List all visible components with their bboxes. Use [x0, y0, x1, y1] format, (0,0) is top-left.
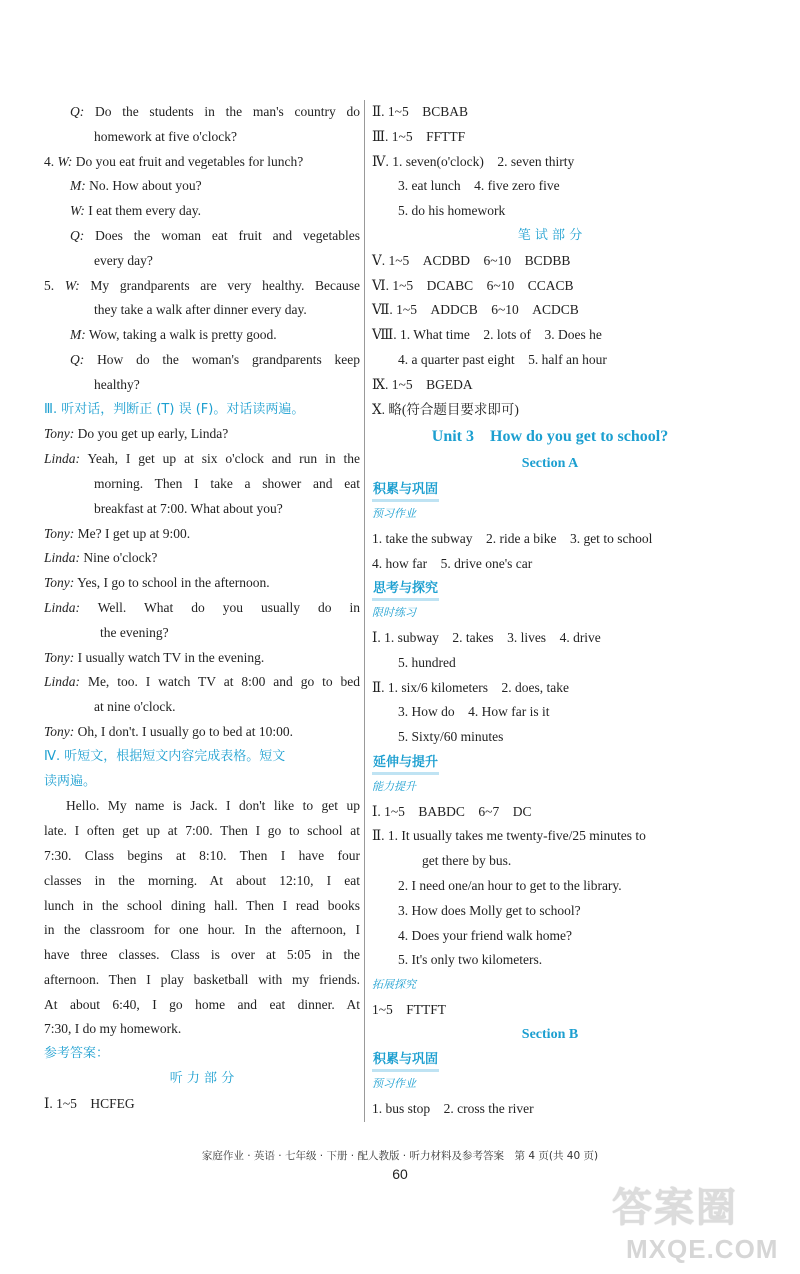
dialogue-7: Tony: I usually watch TV in the evening. — [44, 649, 265, 665]
base-heading-b: 积累与巩固 — [372, 1047, 728, 1072]
section-a-title: Section A — [521, 456, 579, 472]
page-footer: 家庭作业 · 英语 · 七年级 · 下册 · 配人教版 · 听力材料及参考答案 第 4 页(共 40 页) — [201, 1150, 599, 1162]
right-column — [372, 100, 728, 1122]
d4-w2: W: I eat them every day. — [70, 203, 201, 219]
passage-line-8: afternoon. Then I play basketball with my friends. — [44, 971, 360, 987]
t1-line2: 5. hundred — [398, 654, 456, 670]
dialogue-6-cont1: the evening? — [100, 624, 169, 640]
dialogue-4: Linda: Nine o'clock? — [44, 550, 158, 566]
answer-5: Ⅴ. 1~5 ACDBD 6~10 BCDBB — [372, 252, 571, 268]
answer-10: Ⅹ. 略(符合题目要求即可) — [372, 401, 519, 417]
passage-line-10: 7:30, I do my homework. — [44, 1021, 182, 1037]
dialogue-2-cont2: breakfast at 7:00. What about you? — [94, 500, 283, 516]
dialogue-3: Tony: Me? I get up at 9:00. — [44, 525, 191, 541]
dialogue-2-cont1: morning. Then I take a shower and eat — [94, 475, 360, 491]
p1: Ⅰ. 1~5 BABDC 6~7 DC — [372, 803, 532, 819]
watermark-url: MXQE.COM — [626, 1234, 779, 1264]
sb1: 1. bus stop 2. cross the river — [372, 1101, 534, 1117]
expand-heading: 延伸与提升 — [372, 750, 728, 775]
answers-label: 参考答案： — [44, 1046, 110, 1062]
passage-line-7: have three classes. Class is over at 5:05 in the — [44, 947, 360, 963]
sa1-line1: 1. take the subway 2. ride a bike 3. get to school — [372, 530, 653, 546]
t2-line3: 5. Sixty/60 minutes — [398, 729, 504, 745]
answer-6: Ⅵ. 1~5 DCABC 6~10 CCACB — [372, 277, 574, 293]
sa1-line2: 4. how far 5. drive one's car — [372, 555, 533, 571]
e1: 1~5 FTTFT — [372, 1001, 447, 1017]
ability-label: 能力提升 — [372, 779, 416, 793]
answer-3: Ⅲ. 1~5 FFTTF — [372, 128, 466, 144]
section-b-title: Section B — [521, 1026, 579, 1042]
p2-line2: get there by bus. — [422, 853, 512, 869]
answer-8-line2: 4. a quarter past eight 5. half an hour — [398, 351, 607, 367]
part4-heading-line1: Ⅳ. 听短文，根据短文内容完成表格。短文 — [44, 748, 286, 764]
passage-line-5: lunch in the school dining hall. Then I read books — [44, 897, 360, 913]
t1-line1: Ⅰ. 1. subway 2. takes 3. lives 4. drive — [372, 629, 601, 645]
dialogue-5: Tony: Yes, I go to school in the afternoon. — [44, 575, 270, 591]
answer-4-line2: 3. eat lunch 4. five zero five — [398, 178, 560, 194]
unit-title: Unit 3 How do you get to school? — [431, 428, 669, 446]
answer-4-line3: 5. do his homework — [398, 203, 506, 219]
dialogue-8-cont1: at nine o'clock. — [94, 699, 176, 715]
dialogue-1: Tony: Do you get up early, Linda? — [44, 426, 229, 442]
d4-w: 4. W: Do you eat fruit and vegetables for lunch? — [44, 153, 304, 169]
passage-line-2: late. I often get up at 7:00. Then I go to school at — [44, 823, 360, 839]
passage-line-3: 7:30. Class begins at 8:10. Then I have four — [44, 847, 360, 863]
explore-label: 拓展探究 — [372, 978, 416, 992]
answer-1: Ⅰ. 1~5 HCFEG — [44, 1095, 135, 1111]
dialogue-6: Linda: Well. What do you usually do in — [44, 599, 360, 615]
watermark-text: 答案圈 — [612, 1185, 738, 1231]
answer-8-line1: Ⅷ. 1. What time 2. lots of 3. Does he — [372, 327, 602, 343]
p2-line5: 4. Does your friend walk home? — [398, 927, 572, 943]
q3-line2: homework at five o'clock? — [94, 128, 238, 144]
column-divider — [364, 100, 365, 1122]
part3-heading: Ⅲ. 听对话，判断正 (T) 误 (F)。对话读两遍。 — [44, 401, 305, 417]
d5-q-line2: healthy? — [94, 376, 140, 392]
p2-line3: 2. I need one/an hour to get to the library. — [398, 877, 622, 893]
dialogue-9: Tony: Oh, I don't. I usually go to bed at 10:00. — [44, 723, 294, 739]
t2-line1: Ⅱ. 1. six/6 kilometers 2. does, take — [372, 679, 570, 695]
p2-line4: 3. How does Molly get to school? — [398, 902, 581, 918]
passage-line-9: At about 6:40, I go home and eat dinner. At — [44, 996, 360, 1012]
timed-label: 限时练习 — [372, 606, 416, 620]
d5-m: M: Wow, taking a walk is pretty good. — [70, 327, 277, 343]
t2-line2: 3. How do 4. How far is it — [398, 704, 550, 720]
q3-line1: Q: Do the students in the man's country do — [70, 104, 360, 119]
listening-label: 听 力 部 分 — [169, 1071, 235, 1087]
d5-w-line2: they take a walk after dinner every day. — [94, 302, 307, 318]
left-column — [44, 100, 360, 1117]
answer-7: Ⅶ. 1~5 ADDCB 6~10 ACDCB — [372, 302, 579, 318]
p2-line6: 5. It's only two kilometers. — [398, 952, 543, 968]
written-label: 笔 试 部 分 — [517, 227, 583, 243]
preview-label-a: 预习作业 — [372, 506, 416, 520]
d4-q-line1: Q: Does the woman eat fruit and vegetables — [70, 227, 360, 243]
d4-q-line2: every day? — [94, 252, 153, 268]
p2-line1: Ⅱ. 1. It usually takes me twenty-five/25 minutes to — [372, 828, 646, 844]
d5-q-line1: Q: How do the woman's grandparents keep — [70, 351, 360, 367]
think-heading: 思考与探究 — [372, 576, 728, 601]
dialogue-8: Linda: Me, too. I watch TV at 8:00 and go to bed — [44, 674, 360, 690]
page-number: 60 — [392, 1166, 408, 1182]
passage-line-1: Hello. My name is Jack. I don't like to get up — [66, 798, 360, 814]
d4-m: M: No. How about you? — [70, 178, 202, 194]
watermark-logo — [612, 1176, 792, 1270]
passage-line-6: in the classroom for one hour. In the afternoon, I — [44, 922, 360, 938]
answer-4-line1: Ⅳ. 1. seven(o'clock) 2. seven thirty — [372, 153, 575, 169]
answer-2: Ⅱ. 1~5 BCBAB — [372, 104, 468, 119]
dialogue-2: Linda: Yeah, I get up at six o'clock and run in the — [44, 451, 360, 467]
d5-w-line1: 5. W: My grandparents are very healthy. Because — [44, 277, 360, 293]
preview-label-b: 预习作业 — [372, 1077, 416, 1091]
base-heading-a: 积累与巩固 — [372, 477, 728, 502]
part4-heading-line2: 读两遍。 — [44, 773, 97, 789]
answer-9: Ⅸ. 1~5 BGEDA — [372, 376, 473, 392]
passage-line-4: classes in the morning. At about 12:10, I eat — [44, 872, 360, 888]
